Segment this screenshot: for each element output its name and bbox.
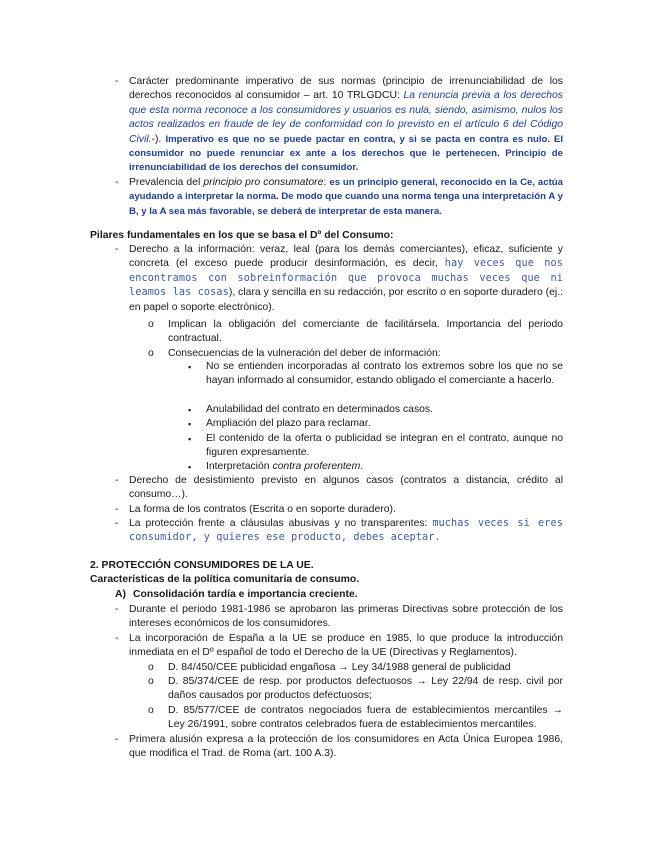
blue-note: es un principio general, reconocido en la Ce, actúa ayudando a interpretar la norma. De modo que cuando una norma tenga una interpretación A y B, y la A sea más favorable, se deberá de interpretar de esta manera. (129, 177, 563, 217)
letter-marker: A) (115, 589, 126, 600)
pilar-forma: La forma de los contratos (Escrita o en soporte duradero). (129, 504, 396, 515)
dash-marker: - (115, 244, 119, 255)
square-marker: ▪ (188, 419, 192, 429)
pilar-clausulas (129, 517, 563, 546)
directiva-productos: D. 85/374/CEE de resp. por productos defectuosos → Ley 22/94 de resp. civil por daños causados por productos defectuosos; (168, 676, 563, 702)
circle-marker: o (148, 319, 154, 330)
dash-marker: - (115, 177, 119, 188)
sub-obligacion: Implican la obligación del comerciante de facilitársela. Importancia del periodo contractual. (168, 319, 563, 345)
circle-marker: o (148, 705, 154, 716)
square-marker: ▪ (188, 362, 192, 372)
dash-marker: - (115, 76, 119, 87)
sub-consecuencias: Consecuencias de la vulneración del deber de información: (168, 348, 441, 359)
square-marker: ▪ (188, 405, 192, 415)
circle-marker: o (148, 676, 154, 687)
item-acta-unica: Primera alusión expresa a la protección de los consumidores en Acta Única Europea 1986, que modifica el Trad. de Roma (art. 100 A.3). (129, 734, 563, 760)
directiva-publicidad: D. 84/450/CEE publicidad engañosa → Ley 34/1988 general de publicidad (168, 662, 511, 673)
bullet-pro-consumatore (129, 176, 563, 219)
item-directivas: Durante el periodo 1981-1986 se aprobaron las primeras Directivas sobre protección de los intereses económicos de los consumidores. (129, 604, 563, 630)
subsection-title: Consolidación tardía e importancia creciente. (133, 589, 358, 600)
text: Prevalencia del (129, 177, 204, 188)
text: Carácter predominante imperativo de sus normas (principio de irrenunciabilidad de los derechos reconocidos al consumidor – art. 10 TRLGDCU: (129, 76, 563, 102)
dash-marker: - (115, 518, 119, 529)
italic-quote: La renuncia previa a los derechos que esta norma reconoce a los consumidores y usuarios es nula, siendo, asimismo, nulos los actos realizados en fraude de ley de conformidad con lo previsto en el artículo 6 del Código Civil. (129, 90, 563, 145)
bullet-irrenunciabilidad (129, 75, 563, 176)
section-heading: 2. PROTECCIÓN CONSUMIDORES DE LA UE. (90, 560, 314, 571)
square-marker: ▪ (188, 434, 192, 444)
consecuencia-1: No se entienden incorporadas al contrato los extremos sobre los que no se hayan informado al consumidor, estando obligado el comerciante a hacerlo. (206, 361, 563, 387)
consecuencia-4: El contenido de la oferta o publicidad se integran en el contrato, aunque no figuren expresamente. (206, 433, 563, 459)
dash-marker: - (115, 475, 119, 486)
dash-marker: - (115, 633, 119, 644)
dash-marker: - (115, 504, 119, 515)
circle-marker: o (148, 348, 154, 359)
dash-marker: - (115, 604, 119, 615)
consecuencia-3: Ampliación del plazo para reclamar. (206, 418, 371, 429)
consecuencia-5 (206, 460, 563, 474)
text: : (323, 177, 330, 188)
blue-note: muchas veces si eres consumidor, y quieres ese producto, debes aceptar. (129, 518, 563, 544)
text: Derecho a la información: veraz, leal (para los demás comerciantes), eficaz, suficiente y concreta (el exceso puede producir desinformación, es decir, (129, 244, 563, 270)
blue-note: Imperativo es que no se puede pactar en contra, y si se pacta en contra es nulo. El consumidor no puede renunciar ex ante a los derechos que le pertenecen. Principio de irrenunciabilidad de los derechos del consumidor. (129, 133, 563, 174)
text: Interpretación (206, 461, 273, 472)
text: La protección frente a cláusulas abusivas y no transparentes: (129, 518, 433, 529)
blue-note: hay veces que nos encontramos con sobreinformación que provoca muchas veces que ni leamos las cosas (129, 258, 563, 299)
square-marker: ▪ (188, 462, 192, 472)
item-incorporacion: La incorporación de España a la UE se produce en 1985, lo que produce la introducción inmediata en el Dº español de todo el Derecho de la UE (Directivas y Reglamentos). (129, 633, 563, 659)
text: . (360, 461, 364, 472)
consecuencia-2: Anulabilidad del contrato en determinados casos. (206, 404, 434, 415)
italic-term: contra proferentem (272, 461, 361, 472)
pilar-desistimiento: Derecho de desistimiento previsto en algunos casos (contratos a distancia, crédito al consumo…). (129, 475, 563, 501)
text: ), clara y sencilla en su redacción, por escrito o en soporte duradero (ej.: en papel o soporte electrónico). (129, 287, 564, 313)
dash-marker: - (115, 734, 119, 745)
text: -). (151, 133, 166, 145)
directiva-contratos: D. 85/577/CEE de contratos negociados fuera de establecimientos mercantiles → Ley 26/1991, sobre contratos celebrados fuera de establecimientos mercantiles. (168, 705, 563, 731)
pilares-heading: Pilares fundamentales en los que se basa el Dº del Consumo: (90, 230, 394, 241)
italic-term: principio pro consumatore (203, 177, 324, 188)
pilar-informacion (129, 243, 563, 315)
circle-marker: o (148, 662, 154, 673)
section-subheading: Características de la política comunitaria de consumo. (90, 574, 360, 585)
